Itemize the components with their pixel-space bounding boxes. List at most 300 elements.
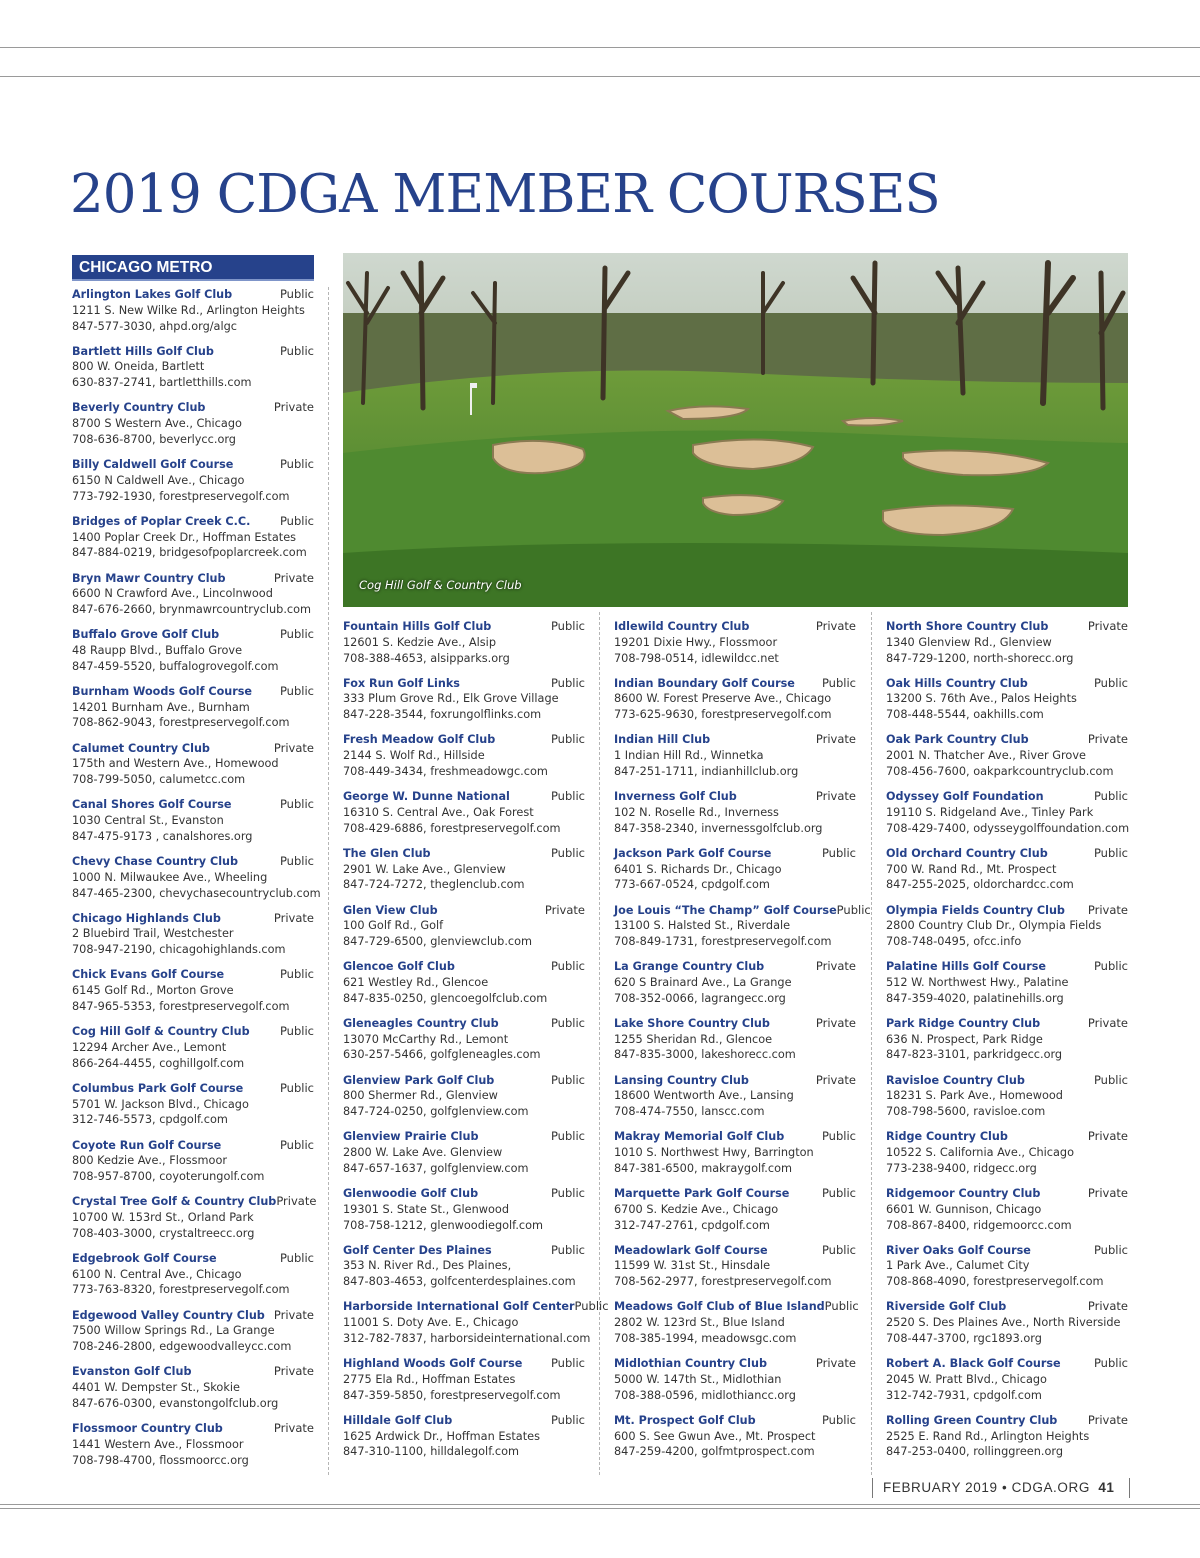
- course-contact: 630-837-2741, bartletthills.com: [72, 376, 252, 390]
- course-address: 6600 N Crawford Ave., Lincolnwood: [72, 587, 273, 601]
- course-entry: [614, 1299, 859, 1346]
- course-address: 14201 Burnham Ave., Burnham: [72, 700, 250, 714]
- course-entry: [343, 1073, 585, 1120]
- course-type: Public: [1093, 845, 1128, 860]
- course-address: 5000 W. 147th St., Midlothian: [614, 1372, 782, 1386]
- course-name: Calumet Country Club: [72, 741, 210, 755]
- course-entry: [343, 676, 585, 723]
- course-name: Glenview Prairie Club: [343, 1130, 479, 1144]
- course-name: Fox Run Golf Links: [343, 676, 460, 690]
- course-contact: 847-676-2660, brynmawrcountryclub.com: [72, 603, 312, 617]
- course-contact: 847-459-5520, buffalogrovegolf.com: [72, 659, 279, 673]
- course-type: Private: [273, 570, 314, 585]
- course-entry: [614, 789, 856, 836]
- course-entry: [886, 1016, 1128, 1063]
- course-type: Public: [550, 675, 585, 690]
- page-footer: [872, 1478, 1130, 1498]
- course-address: 800 Shermer Rd., Glenview: [343, 1089, 498, 1103]
- course-address: 175th and Western Ave., Homewood: [72, 757, 279, 771]
- page-number: 41: [1098, 1480, 1115, 1495]
- course-address: 11599 W. 31st St., Hinsdale: [614, 1259, 771, 1273]
- course-name: Edgewood Valley Country Club: [72, 1308, 265, 1322]
- course-contact: 847-803-4653, golfcenterdesplaines.com: [343, 1275, 576, 1289]
- course-address: 1255 Sheridan Rd., Glencoe: [614, 1032, 773, 1046]
- course-entry: [886, 903, 1128, 950]
- bottom-rule-2: [0, 1508, 1200, 1509]
- course-address: 2800 W. Lake Ave. Glenview: [343, 1146, 503, 1160]
- course-entry: [343, 1186, 585, 1233]
- course-name: Bartlett Hills Golf Club: [72, 344, 214, 358]
- course-name: Olympia Fields Country Club: [886, 903, 1065, 917]
- course-type: Public: [279, 1024, 314, 1039]
- course-name: Joe Louis “The Champ” Golf Course: [614, 903, 837, 917]
- course-name: The Glen Club: [343, 846, 431, 860]
- course-entry: [886, 789, 1128, 836]
- course-name: Old Orchard Country Club: [886, 846, 1048, 860]
- course-name: Glenview Park Golf Club: [343, 1073, 495, 1087]
- course-entry: [886, 1356, 1128, 1403]
- course-contact: 708-868-4090, forestpreservegolf.com: [886, 1275, 1104, 1289]
- course-contact: 708-867-8400, ridgemoorcc.com: [886, 1218, 1072, 1232]
- course-name: Harborside International Golf Center: [343, 1300, 575, 1314]
- course-address: 6601 W. Gunnison, Chicago: [886, 1202, 1042, 1216]
- course-type: Private: [276, 1194, 317, 1209]
- course-entry: [72, 1308, 314, 1355]
- course-name: Golf Center Des Plaines: [343, 1243, 492, 1257]
- course-contact: 708-758-1212, glenwoodiegolf.com: [343, 1218, 544, 1232]
- course-type: Public: [821, 1242, 856, 1257]
- course-address: 102 N. Roselle Rd., Inverness: [614, 805, 779, 819]
- course-address: 6700 S. Kedzie Ave., Chicago: [614, 1202, 779, 1216]
- section-header-chicago-metro: CHICAGO METRO: [72, 255, 314, 281]
- course-name: Coyote Run Golf Course: [72, 1138, 222, 1152]
- course-name: George W. Dunne National: [343, 790, 510, 804]
- course-entry: [886, 619, 1128, 666]
- course-entry: [72, 400, 314, 447]
- course-name: Fountain Hills Golf Club: [343, 620, 492, 633]
- top-rule-1: [0, 47, 1200, 48]
- course-name: Indian Hill Club: [614, 733, 711, 747]
- course-type: Public: [550, 732, 585, 747]
- course-address: 600 S. See Gwun Ave., Mt. Prospect: [614, 1429, 816, 1443]
- footer-date: FEBRUARY 2019: [883, 1480, 998, 1495]
- course-name: Marquette Park Golf Course: [614, 1187, 790, 1200]
- course-name: Indian Boundary Golf Course: [614, 676, 795, 690]
- top-rule-2: [0, 76, 1200, 77]
- course-entry: [343, 846, 585, 893]
- course-photo: [343, 253, 1128, 607]
- course-contact: 708-947-2190, chicagohighlands.com: [72, 943, 286, 957]
- course-contact: 708-474-7550, lanscc.com: [614, 1105, 765, 1119]
- course-address: 8700 S Western Ave., Chicago: [72, 417, 242, 431]
- course-entry: [614, 1413, 856, 1460]
- course-name: Glen View Club: [343, 903, 438, 917]
- course-entry: [72, 1251, 314, 1298]
- course-entry: [72, 457, 314, 504]
- course-entry: [886, 1413, 1128, 1460]
- column-divider-3: [871, 612, 872, 1475]
- course-entry: [72, 1364, 314, 1411]
- course-name: Rolling Green Country Club: [886, 1413, 1058, 1427]
- course-entry: [72, 571, 314, 618]
- course-type: Private: [273, 400, 314, 415]
- course-type: Private: [544, 902, 585, 917]
- course-type: Public: [1093, 1356, 1128, 1371]
- course-entry: [886, 846, 1128, 893]
- course-entry: [72, 684, 314, 731]
- course-address: 19110 S. Ridgeland Ave., Tinley Park: [886, 805, 1094, 819]
- course-entry: [72, 967, 314, 1014]
- course-contact: 708-388-0596, midlothiancc.org: [614, 1388, 796, 1402]
- course-type: Public: [550, 1356, 585, 1371]
- course-type: Public: [279, 287, 314, 301]
- course-address: 10522 S. California Ave., Chicago: [886, 1146, 1074, 1160]
- course-type: Public: [821, 845, 856, 860]
- course-address: 100 Golf Rd., Golf: [343, 919, 444, 933]
- course-name: Makray Memorial Golf Club: [614, 1130, 785, 1144]
- course-entry: [886, 1129, 1128, 1176]
- course-entry: [72, 797, 314, 844]
- course-address: 2800 Country Club Dr., Olympia Fields: [886, 919, 1102, 933]
- course-type: Public: [821, 1129, 856, 1144]
- course-contact: 312-742-7931, cpdgolf.com: [886, 1388, 1042, 1402]
- course-contact: 708-798-4700, flossmoorcc.org: [72, 1453, 249, 1467]
- course-entry: [614, 1016, 856, 1063]
- course-type: Private: [1087, 1299, 1128, 1314]
- course-type: Private: [1087, 732, 1128, 747]
- course-address: 7500 Willow Springs Rd., La Grange: [72, 1324, 275, 1338]
- course-type: Private: [273, 1421, 314, 1435]
- course-type: Public: [279, 797, 314, 812]
- course-type: Private: [273, 1364, 314, 1379]
- course-contact: 847-577-3030, ahpd.org/algc: [72, 319, 238, 333]
- course-name: Oak Hills Country Club: [886, 676, 1028, 690]
- course-address: 13070 McCarthy Rd., Lemont: [343, 1032, 509, 1046]
- course-type: Public: [279, 1080, 314, 1095]
- course-address: 2802 W. 123rd St., Blue Island: [614, 1316, 785, 1330]
- course-address: 6100 N. Central Ave., Chicago: [72, 1267, 242, 1281]
- course-entry: [886, 1299, 1128, 1346]
- course-name: Odyssey Golf Foundation: [886, 790, 1044, 804]
- course-type: Private: [815, 732, 856, 747]
- course-contact: 847-358-2340, invernessgolfclub.org: [614, 821, 823, 835]
- column-divider-2: [599, 612, 600, 1475]
- course-name: Arlington Lakes Golf Club: [72, 288, 233, 301]
- course-contact: 847-676-0300, evanstongolfclub.org: [72, 1396, 279, 1410]
- course-entry: [886, 1186, 1128, 1233]
- course-entry: [343, 959, 585, 1006]
- course-name: Mt. Prospect Golf Club: [614, 1413, 756, 1427]
- course-address: 6145 Golf Rd., Morton Grove: [72, 984, 234, 998]
- course-entry: [72, 1194, 317, 1241]
- course-name: Bridges of Poplar Creek C.C.: [72, 514, 251, 528]
- course-address: 12294 Archer Ave., Lemont: [72, 1040, 227, 1054]
- course-entry: [614, 676, 856, 723]
- golf-course-illustration: [343, 253, 1128, 607]
- course-name: Park Ridge Country Club: [886, 1016, 1041, 1030]
- course-address: 13200 S. 76th Ave., Palos Heights: [886, 692, 1077, 706]
- course-entry: [72, 1421, 314, 1468]
- course-contact: 847-823-3101, parkridgecc.org: [886, 1048, 1063, 1062]
- course-entry: [343, 789, 585, 836]
- course-contact: 708-388-4653, alsipparks.org: [343, 651, 510, 665]
- course-type: Public: [550, 1186, 585, 1200]
- course-name: Hilldale Golf Club: [343, 1413, 453, 1427]
- course-entry: [614, 959, 856, 1006]
- course-address: 1030 Central St., Evanston: [72, 814, 224, 828]
- course-type: Private: [815, 1356, 856, 1371]
- course-contact: 773-763-8320, forestpreservegolf.com: [72, 1283, 290, 1297]
- course-contact: 708-798-5600, ravisloe.com: [886, 1105, 1046, 1119]
- course-type: Private: [273, 1307, 314, 1322]
- course-type: Private: [1087, 1129, 1128, 1144]
- course-type: Public: [824, 1299, 859, 1314]
- course-address: 18600 Wentworth Ave., Lansing: [614, 1089, 794, 1103]
- course-name: Midlothian Country Club: [614, 1357, 767, 1371]
- course-type: Public: [1093, 1072, 1128, 1087]
- course-type: Private: [815, 1072, 856, 1087]
- photo-caption: Cog Hill Golf & Country Club: [359, 578, 522, 592]
- course-name: Cog Hill Golf & Country Club: [72, 1025, 250, 1039]
- course-address: 1441 Western Ave., Flossmoor: [72, 1437, 244, 1451]
- course-name: Ravisloe Country Club: [886, 1073, 1025, 1087]
- course-entry: [343, 732, 585, 779]
- course-contact: 847-465-2300, chevychasecountryclub.com: [72, 886, 321, 900]
- course-entry: [614, 1129, 856, 1176]
- course-contact: 847-729-1200, north-shorecc.org: [886, 651, 1074, 665]
- course-address: 13100 S. Halsted St., Riverdale: [614, 919, 791, 933]
- course-type: Public: [836, 902, 871, 917]
- course-contact: 847-724-0250, golfglenview.com: [343, 1105, 529, 1119]
- course-type: Public: [1093, 789, 1128, 804]
- course-address: 800 W. Oneida, Bartlett: [72, 360, 205, 374]
- course-name: Meadowlark Golf Course: [614, 1243, 768, 1257]
- course-address: 1010 S. Northwest Hwy, Barrington: [614, 1146, 814, 1160]
- course-name: Glenwoodie Golf Club: [343, 1187, 479, 1200]
- course-type: Private: [815, 789, 856, 804]
- course-entry: [72, 854, 321, 901]
- course-address: 1000 N. Milwaukee Ave., Wheeling: [72, 870, 268, 884]
- course-name: Flossmoor Country Club: [72, 1422, 223, 1435]
- course-contact: 708-403-3000, crystaltreecc.org: [72, 1226, 255, 1240]
- course-address: 8600 W. Forest Preserve Ave., Chicago: [614, 692, 832, 706]
- course-type: Private: [1087, 902, 1128, 917]
- course-type: Public: [550, 789, 585, 804]
- course-contact: 773-238-9400, ridgecc.org: [886, 1161, 1037, 1175]
- course-type: Public: [574, 1299, 609, 1314]
- course-type: Public: [279, 1137, 314, 1152]
- course-contact: 708-799-5050, calumetcc.com: [72, 773, 246, 787]
- course-contact: 847-255-2025, oldorchardcc.com: [886, 878, 1074, 892]
- course-type: Private: [815, 619, 856, 633]
- course-address: 2144 S. Wolf Rd., Hillside: [343, 749, 485, 763]
- course-entry: [72, 1138, 314, 1185]
- course-type: Private: [273, 740, 314, 755]
- course-entry: [343, 1299, 609, 1346]
- course-name: Idlewild Country Club: [614, 620, 750, 633]
- course-name: Ridgemoor Country Club: [886, 1187, 1041, 1200]
- footer-site: CDGA.ORG: [1011, 1480, 1090, 1495]
- course-address: 620 S Brainard Ave., La Grange: [614, 975, 792, 989]
- course-address: 6401 S. Richards Dr., Chicago: [614, 862, 782, 876]
- course-type: Public: [550, 1412, 585, 1427]
- course-contact: 708-849-1731, forestpreservegolf.com: [614, 935, 832, 949]
- course-contact: 708-798-0514, idlewildcc.net: [614, 651, 779, 665]
- course-entry: [886, 732, 1128, 779]
- course-entry: [614, 846, 856, 893]
- course-entry: [614, 732, 856, 779]
- course-name: Glencoe Golf Club: [343, 960, 455, 974]
- course-name: Lake Shore Country Club: [614, 1016, 770, 1030]
- course-name: Burnham Woods Golf Course: [72, 684, 253, 698]
- course-name: Evanston Golf Club: [72, 1365, 192, 1379]
- course-type: Private: [815, 959, 856, 974]
- course-address: 5701 W. Jackson Blvd., Chicago: [72, 1097, 249, 1111]
- course-contact: 773-792-1930, forestpreservegolf.com: [72, 489, 290, 503]
- course-name: Highland Woods Golf Course: [343, 1357, 523, 1371]
- course-type: Public: [279, 343, 314, 358]
- course-entry: [614, 902, 871, 950]
- course-contact: 847-359-4020, palatinehills.org: [886, 991, 1064, 1005]
- course-contact: 847-253-0400, rollinggreen.org: [886, 1445, 1064, 1459]
- course-name: Lansing Country Club: [614, 1073, 749, 1087]
- course-address: 18231 S. Park Ave., Homewood: [886, 1089, 1063, 1103]
- course-contact: 847-359-5850, forestpreservegolf.com: [343, 1388, 561, 1402]
- course-type: Private: [273, 910, 314, 925]
- course-type: Public: [550, 1072, 585, 1087]
- course-contact: 708-385-1994, meadowsgc.com: [614, 1331, 797, 1345]
- course-name: Inverness Golf Club: [614, 790, 737, 804]
- course-entry: [343, 619, 585, 666]
- course-contact: 847-228-3544, foxrungolflinks.com: [343, 708, 542, 722]
- course-contact: 847-835-0250, glencoegolfclub.com: [343, 991, 548, 1005]
- page-title: 2019 CDGA MEMBER COURSES: [70, 164, 940, 225]
- course-type: Public: [279, 967, 314, 982]
- course-address: 2001 N. Thatcher Ave., River Grove: [886, 749, 1086, 763]
- course-name: Riverside Golf Club: [886, 1300, 1007, 1314]
- course-entry: [343, 1016, 585, 1063]
- course-entry: [72, 627, 314, 674]
- course-contact: 708-957-8700, coyoterungolf.com: [72, 1170, 265, 1184]
- course-entry: [614, 619, 856, 666]
- course-address: 700 W. Rand Rd., Mt. Prospect: [886, 862, 1057, 876]
- course-address: 1625 Ardwick Dr., Hoffman Estates: [343, 1429, 540, 1443]
- bottom-rule-1: [0, 1504, 1200, 1505]
- course-address: 1400 Poplar Creek Dr., Hoffman Estates: [72, 530, 297, 544]
- course-contact: 630-257-5466, golfgleneagles.com: [343, 1048, 541, 1062]
- course-address: 621 Westley Rd., Glencoe: [343, 975, 489, 989]
- course-entry: [72, 514, 314, 561]
- course-address: 4401 W. Dempster St., Skokie: [72, 1381, 240, 1395]
- course-contact: 708-429-6886, forestpreservegolf.com: [343, 821, 561, 835]
- course-name: Edgebrook Golf Course: [72, 1251, 217, 1265]
- course-address: 11001 S. Doty Ave. E., Chicago: [343, 1316, 519, 1330]
- course-contact: 708-429-7400, odysseygolffoundation.com: [886, 821, 1130, 835]
- course-contact: 708-352-0066, lagrangecc.org: [614, 991, 786, 1005]
- course-contact: 708-449-3434, freshmeadowgc.com: [343, 764, 548, 778]
- course-address: 2 Bluebird Trail, Westchester: [72, 927, 234, 941]
- course-address: 2045 W. Pratt Blvd., Chicago: [886, 1372, 1047, 1386]
- course-type: Private: [1087, 1015, 1128, 1030]
- course-type: Public: [550, 845, 585, 860]
- course-name: Palatine Hills Golf Course: [886, 960, 1046, 974]
- course-name: Beverly Country Club: [72, 401, 206, 415]
- course-entry: [614, 1186, 856, 1233]
- course-entry: [614, 1243, 856, 1290]
- course-address: 2775 Ela Rd., Hoffman Estates: [343, 1372, 516, 1386]
- course-contact: 847-251-1711, indianhillclub.org: [614, 764, 799, 778]
- course-type: Public: [550, 1242, 585, 1257]
- course-contact: 708-636-8700, beverlycc.org: [72, 432, 236, 446]
- course-address: 48 Raupp Blvd., Buffalo Grove: [72, 643, 243, 657]
- course-type: Public: [550, 1015, 585, 1030]
- course-entry: [343, 1243, 585, 1290]
- course-type: Public: [550, 959, 585, 974]
- course-entry: [72, 1024, 314, 1071]
- course-address: 2901 W. Lake Ave., Glenview: [343, 862, 506, 876]
- course-entry: [343, 1413, 585, 1460]
- course-contact: 708-448-5544, oakhills.com: [886, 708, 1044, 722]
- course-contact: 773-667-0524, cpdgolf.com: [614, 878, 770, 892]
- course-name: Gleneagles Country Club: [343, 1016, 499, 1030]
- course-entry: [72, 287, 314, 334]
- course-name: Bryn Mawr Country Club: [72, 571, 226, 585]
- course-address: 10700 W. 153rd St., Orland Park: [72, 1210, 254, 1224]
- course-type: Public: [279, 683, 314, 698]
- course-entry: [72, 1081, 314, 1128]
- course-entry: [72, 741, 314, 788]
- course-type: Public: [279, 457, 314, 472]
- course-contact: 847-965-5353, forestpreservegolf.com: [72, 999, 290, 1013]
- course-type: Public: [821, 1412, 856, 1427]
- course-entry: [886, 959, 1128, 1006]
- course-contact: 708-456-7600, oakparkcountryclub.com: [886, 764, 1114, 778]
- column-divider-1: [328, 287, 329, 1475]
- course-type: Public: [1093, 675, 1128, 690]
- course-type: Public: [821, 675, 856, 690]
- course-address: 2525 E. Rand Rd., Arlington Heights: [886, 1429, 1090, 1443]
- course-contact: 847-884-0219, bridgesofpoplarcreek.com: [72, 546, 307, 560]
- course-name: Billy Caldwell Golf Course: [72, 458, 234, 472]
- course-type: Private: [1087, 619, 1128, 633]
- course-address: 12601 S. Kedzie Ave., Alsip: [343, 635, 496, 649]
- course-name: Crystal Tree Golf & Country Club: [72, 1195, 277, 1209]
- course-contact: 312-746-5573, cpdgolf.com: [72, 1113, 228, 1127]
- footer-separator: •: [1001, 1480, 1008, 1495]
- course-entry: [886, 1243, 1128, 1290]
- course-address: 353 N. River Rd., Des Plaines,: [343, 1259, 512, 1273]
- course-address: 19201 Dixie Hwy., Flossmoor: [614, 635, 778, 649]
- course-contact: 312-747-2761, cpdgolf.com: [614, 1218, 770, 1232]
- course-type: Private: [1087, 1186, 1128, 1200]
- course-contact: 773-625-9630, forestpreservegolf.com: [614, 708, 832, 722]
- course-contact: 847-729-6500, glenviewclub.com: [343, 935, 533, 949]
- course-name: Columbus Park Golf Course: [72, 1081, 244, 1095]
- course-address: 1340 Glenview Rd., Glenview: [886, 635, 1052, 649]
- course-name: North Shore Country Club: [886, 620, 1049, 633]
- course-address: 512 W. Northwest Hwy., Palatine: [886, 975, 1069, 989]
- course-contact: 847-475-9173 , canalshores.org: [72, 829, 253, 843]
- course-name: Fresh Meadow Golf Club: [343, 733, 496, 747]
- course-type: Public: [279, 1250, 314, 1265]
- course-contact: 847-724-7272, theglenclub.com: [343, 878, 525, 892]
- course-address: 636 N. Prospect, Park Ridge: [886, 1032, 1043, 1046]
- course-address: 333 Plum Grove Rd., Elk Grove Village: [343, 692, 559, 706]
- course-entry: [343, 1129, 585, 1176]
- course-name: Chevy Chase Country Club: [72, 855, 239, 868]
- course-name: Chicago Highlands Club: [72, 911, 221, 925]
- course-contact: 847-381-6500, makraygolf.com: [614, 1161, 793, 1175]
